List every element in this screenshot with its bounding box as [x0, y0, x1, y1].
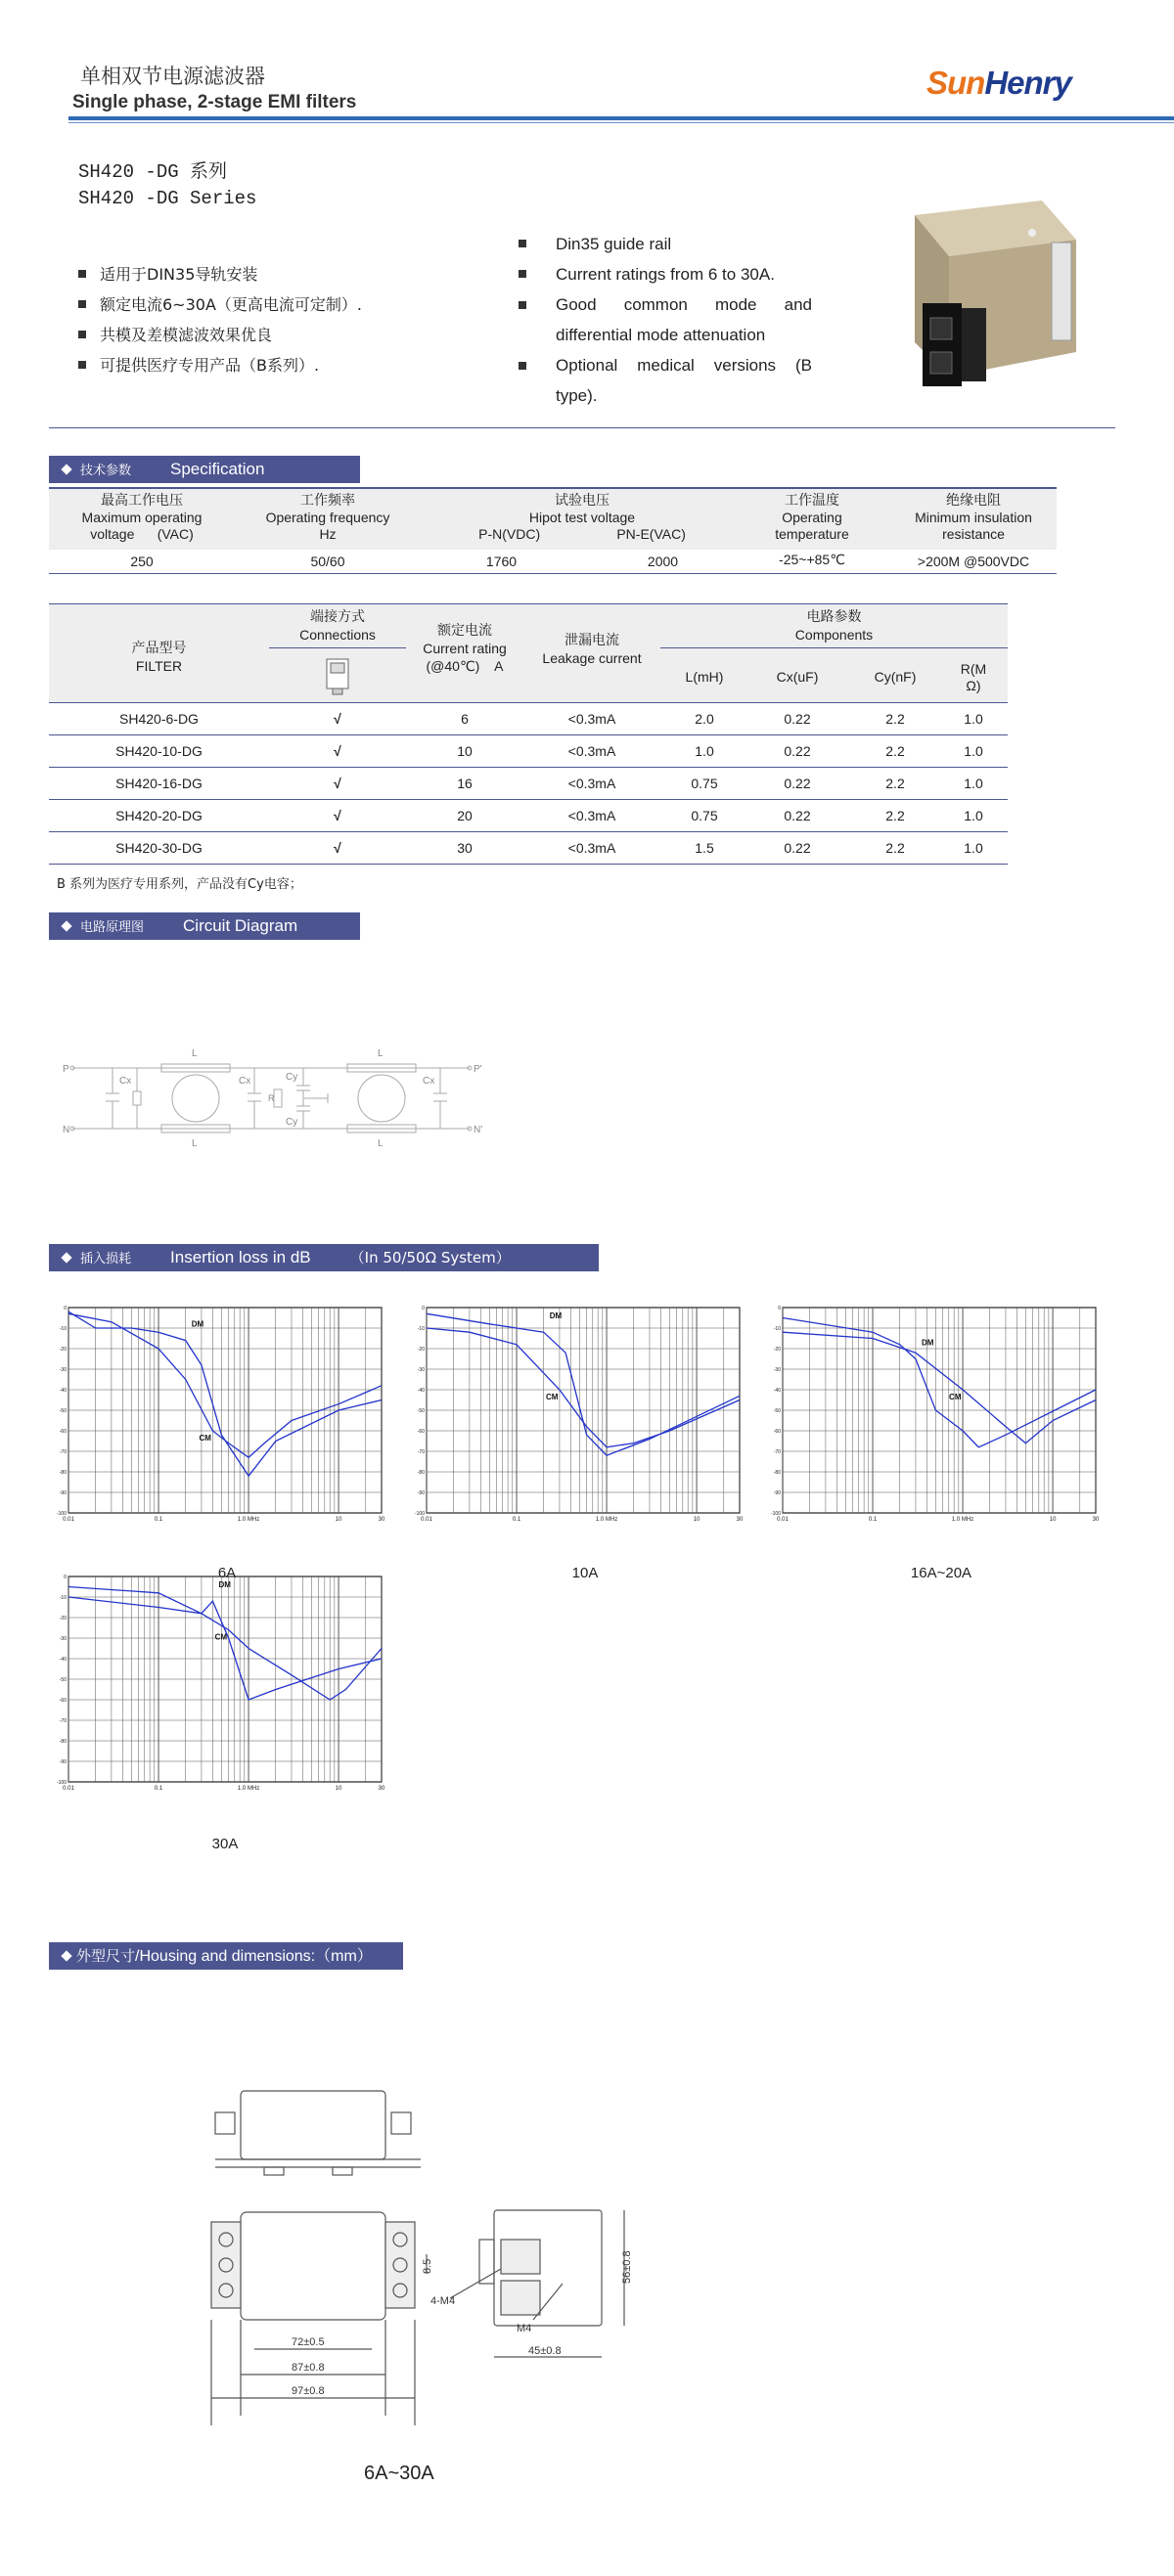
x-tick-label: 10 — [693, 1517, 700, 1523]
table-cell-r: 1.0 — [964, 743, 983, 759]
feature-item: Optional medical versions (B — [519, 350, 812, 380]
y-tick-label: -40 — [773, 1388, 781, 1394]
table-cell-l: 1.5 — [695, 840, 714, 856]
table-cell-cy: 2.2 — [885, 776, 905, 791]
svg-text:97±0.8: 97±0.8 — [292, 2385, 325, 2397]
y-tick-label: -30 — [773, 1367, 781, 1373]
section-insertion-loss: 插入损耗 Insertion loss in dB （In 50/50Ω System） — [49, 1244, 599, 1271]
y-tick-label: -20 — [417, 1347, 425, 1353]
svg-text:87±0.8: 87±0.8 — [292, 2362, 325, 2374]
table-cell-model: SH420-20-DG — [115, 808, 203, 823]
table-row — [49, 768, 1008, 800]
svg-text:56±0.8: 56±0.8 — [621, 2250, 633, 2284]
top-view-body — [241, 2091, 385, 2159]
y-tick-label: -30 — [59, 1367, 67, 1373]
table-cell-r: 1.0 — [964, 711, 983, 727]
header-l: L(mH) — [685, 669, 724, 685]
y-tick-label: -50 — [59, 1677, 67, 1683]
y-tick-label: -80 — [417, 1470, 425, 1476]
product-header-band — [49, 603, 1008, 703]
x-tick-label: 0.1 — [868, 1517, 878, 1523]
label-l: L — [192, 1048, 198, 1059]
y-tick-label: 0 — [64, 1306, 67, 1311]
label-n2: N' — [474, 1125, 483, 1135]
logo-sun: Sun — [926, 65, 985, 101]
y-tick-label: -50 — [417, 1408, 425, 1414]
bullet-icon — [78, 361, 86, 369]
y-tick-label: -20 — [59, 1616, 67, 1621]
x-tick-label: 30 — [378, 1786, 385, 1792]
x-tick-label: 1.0 MHz — [951, 1517, 974, 1523]
y-tick-label: -70 — [773, 1449, 781, 1455]
series-label-cm: CM — [545, 1393, 559, 1401]
divider — [49, 427, 1115, 428]
y-tick-label: -70 — [59, 1449, 67, 1455]
table-cell-leak: <0.3mA — [567, 840, 616, 856]
x-tick-label: 1.0 MHz — [237, 1786, 260, 1792]
y-tick-label: -30 — [59, 1636, 67, 1642]
table-cell-model: SH420-16-DG — [115, 776, 203, 791]
title-en: Single phase, 2-stage EMI filters — [72, 92, 357, 112]
table-cell-cx: 0.22 — [784, 840, 811, 856]
bullet-icon — [78, 270, 86, 278]
table-cell-cy: 2.2 — [885, 711, 905, 727]
table-cell-leak: <0.3mA — [567, 743, 616, 759]
y-tick-label: -10 — [59, 1595, 67, 1601]
table-cell-cy: 2.2 — [885, 743, 905, 759]
diamond-icon — [61, 464, 71, 474]
table-cell-conn: √ — [334, 808, 341, 823]
housing-drawing — [196, 2073, 665, 2445]
y-tick-label: -10 — [417, 1326, 425, 1332]
y-tick-label: -70 — [59, 1718, 67, 1724]
y-tick-label: -80 — [59, 1470, 67, 1476]
header-current: 额定电流 Current rating (@40℃) A — [423, 623, 507, 674]
y-tick-label: -100 — [415, 1511, 425, 1517]
table-cell-r: 1.0 — [964, 776, 983, 791]
bullet-icon — [78, 331, 86, 338]
y-tick-label: -80 — [59, 1739, 67, 1745]
y-tick-label: -20 — [773, 1347, 781, 1353]
feature-list-cn — [78, 259, 362, 380]
section-spec: 技术参数 Specification — [49, 456, 360, 483]
header-leakage: 泄漏电流 Leakage current — [542, 633, 642, 666]
table-cell-cx: 0.22 — [784, 776, 811, 791]
y-tick-label: -90 — [59, 1759, 67, 1765]
svg-text:4-M4: 4-M4 — [430, 2295, 456, 2307]
table-row — [49, 832, 1008, 865]
bullet-icon — [519, 362, 526, 370]
feature-item: 额定电流6~30A（更高电流可定制）. — [78, 289, 362, 320]
feature-item: type). — [556, 386, 598, 405]
table-cell-cur: 10 — [457, 743, 473, 759]
header-components: 电路参数 Components — [794, 609, 874, 643]
series-label-dm: DM — [191, 1319, 204, 1329]
y-tick-label: 0 — [64, 1575, 67, 1580]
table-cell-model: SH420-10-DG — [115, 743, 203, 759]
spec-table — [49, 487, 1057, 574]
svg-text:72±0.5: 72±0.5 — [292, 2336, 325, 2348]
chart-caption-10a: 10A — [571, 1565, 599, 1581]
y-tick-label: -50 — [59, 1408, 67, 1414]
series-label-dm: DM — [921, 1338, 934, 1348]
y-tick-label: -70 — [417, 1449, 425, 1455]
insertion-loss-chart — [771, 1303, 1104, 1537]
x-tick-label: 30 — [378, 1517, 385, 1523]
feature-item: Din35 guide rail — [519, 229, 812, 259]
y-tick-label: -60 — [773, 1429, 781, 1435]
y-tick-label: -100 — [57, 1511, 67, 1517]
table-cell-leak: <0.3mA — [567, 808, 616, 823]
series-label-cm: CM — [199, 1434, 211, 1443]
spec-header-hipot: 试验电压 Hipot test voltage P-N(VDC) PN-E(VAC) — [478, 493, 686, 542]
svg-text:M4: M4 — [517, 2323, 532, 2334]
y-tick-label: -40 — [59, 1657, 67, 1663]
terminal-icon — [325, 657, 350, 696]
circuit-diagram — [59, 1037, 489, 1164]
table-cell-cur: 16 — [457, 776, 473, 791]
y-tick-label: -20 — [59, 1347, 67, 1353]
table-cell-r: 1.0 — [964, 808, 983, 823]
header-rule — [68, 116, 1174, 120]
x-tick-label: 1.0 MHz — [237, 1517, 260, 1523]
x-tick-label: 0.01 — [63, 1517, 74, 1523]
label-p2: P' — [474, 1064, 482, 1075]
table-cell-cx: 0.22 — [784, 711, 811, 727]
series-label-dm: DM — [218, 1580, 231, 1590]
product-photo — [876, 196, 1101, 416]
svg-text:Cy: Cy — [286, 1117, 298, 1128]
insertion-loss-chart — [57, 1572, 389, 1806]
product-title-cn: SH420 -DG 系列 — [78, 161, 228, 183]
table-cell-l: 1.0 — [695, 743, 714, 759]
y-tick-label: 0 — [422, 1306, 425, 1311]
table-cell-cx: 0.22 — [784, 743, 811, 759]
table-row — [49, 800, 1008, 832]
y-tick-label: 0 — [778, 1306, 781, 1311]
y-tick-label: -100 — [771, 1511, 781, 1517]
x-tick-label: 0.1 — [512, 1517, 521, 1523]
chart-caption-6a: 6A — [217, 1565, 237, 1581]
y-tick-label: -100 — [57, 1780, 67, 1786]
product-title-en: SH420 -DG Series — [78, 188, 257, 209]
svg-text:Cx: Cx — [423, 1076, 435, 1087]
feature-item: 适用于DIN35导轨安装 — [78, 259, 362, 289]
table-row — [49, 735, 1008, 768]
brand-logo — [926, 65, 1071, 102]
table-cell-cy: 2.2 — [885, 840, 905, 856]
diamond-icon — [61, 920, 71, 931]
x-tick-label: 0.01 — [63, 1786, 74, 1792]
feature-item: 可提供医疗专用产品（B系列）. — [78, 350, 362, 380]
svg-text:L: L — [378, 1048, 384, 1059]
table-cell-l: 2.0 — [695, 711, 714, 727]
header-cx: Cx(uF) — [776, 669, 819, 685]
y-tick-label: -90 — [773, 1490, 781, 1496]
feature-item: Current ratings from 6 to 30A. — [519, 259, 812, 289]
bullet-icon — [519, 301, 526, 309]
feature-item: Good common mode and — [519, 289, 812, 320]
svg-text:45±0.8: 45±0.8 — [528, 2345, 562, 2357]
chart-caption-30a: 30A — [211, 1836, 239, 1852]
y-tick-label: -30 — [417, 1367, 425, 1373]
x-tick-label: 30 — [736, 1517, 744, 1523]
x-tick-label: 0.1 — [154, 1786, 163, 1792]
title-cn: 单相双节电源滤波器 — [80, 65, 265, 88]
y-tick-label: -60 — [59, 1429, 67, 1435]
bullet-icon — [519, 240, 526, 247]
product-rows — [49, 703, 1008, 865]
table-cell-cur: 20 — [457, 808, 473, 823]
table-cell-cx: 0.22 — [784, 808, 811, 823]
table-cell-cur: 30 — [457, 840, 473, 856]
label-cy: Cy — [286, 1072, 298, 1083]
table-cell-r: 1.0 — [964, 840, 983, 856]
series-label-dm: DM — [549, 1311, 563, 1321]
x-tick-label: 1.0 MHz — [595, 1517, 618, 1523]
table-cell-l: 0.75 — [691, 808, 718, 823]
y-tick-label: -80 — [773, 1470, 781, 1476]
y-tick-label: -50 — [773, 1408, 781, 1414]
x-tick-label: 0.1 — [154, 1517, 163, 1523]
spec-values-row: 250 50/60 1760 2000 -25~+85℃ >200M @500VDC — [49, 550, 1057, 574]
section-housing: 外型尺寸/Housing and dimensions:（mm） — [49, 1942, 403, 1970]
table-cell-model: SH420-30-DG — [115, 840, 203, 856]
label-r: R — [268, 1093, 275, 1103]
table-cell-conn: √ — [334, 776, 341, 791]
table-note: B 系列为医疗专用系列，产品没有Cy电容； — [57, 877, 302, 892]
spec-header-insulation: 绝缘电阻 Minimum insulation resistance — [915, 493, 1032, 542]
x-tick-label: 30 — [1092, 1517, 1100, 1523]
table-cell-conn: √ — [334, 840, 341, 856]
x-tick-label: 10 — [1049, 1517, 1057, 1523]
svg-text:Cx: Cx — [239, 1076, 251, 1087]
y-tick-label: -10 — [773, 1326, 781, 1332]
bullet-icon — [519, 270, 526, 278]
chart-caption-16a-20a: 16A~20A — [910, 1565, 972, 1581]
table-cell-leak: <0.3mA — [567, 711, 616, 727]
series-label-cm: CM — [214, 1632, 228, 1642]
dims-caption: 6A~30A — [364, 2463, 434, 2484]
y-tick-label: -40 — [417, 1388, 425, 1394]
label-p: P — [63, 1064, 69, 1075]
spec-header-band — [49, 487, 1057, 550]
svg-text:8.5: 8.5 — [422, 2258, 433, 2274]
header-model: 产品型号 FILTER — [131, 641, 187, 674]
table-row — [49, 703, 1008, 735]
front-view-body — [241, 2212, 385, 2320]
y-tick-label: -60 — [417, 1429, 425, 1435]
spec-header-frequency: 工作频率 Operating frequency Hz — [265, 493, 390, 542]
logo-henry: Henry — [984, 65, 1071, 101]
diamond-icon — [61, 1950, 71, 1961]
svg-text:L: L — [378, 1138, 384, 1149]
table-cell-conn: √ — [334, 711, 341, 727]
x-tick-label: 10 — [335, 1517, 342, 1523]
header-r: R(M Ω) — [960, 661, 987, 693]
diamond-icon — [61, 1252, 71, 1263]
insertion-loss-chart — [57, 1303, 389, 1537]
y-tick-label: -40 — [59, 1388, 67, 1394]
x-tick-label: 10 — [335, 1786, 342, 1792]
spec-header-temp: 工作温度 Operating temperature — [775, 493, 849, 542]
insertion-loss-chart — [415, 1303, 747, 1537]
feature-item: differential mode attenuation — [556, 326, 766, 344]
feature-item: 共模及差模滤波效果优良 — [78, 320, 362, 350]
table-cell-cur: 6 — [461, 711, 469, 727]
label-cx: Cx — [119, 1076, 132, 1087]
table-cell-leak: <0.3mA — [567, 776, 616, 791]
x-tick-label: 0.01 — [777, 1517, 789, 1523]
y-tick-label: -60 — [59, 1698, 67, 1704]
feature-list-en — [519, 229, 812, 411]
x-tick-label: 0.01 — [421, 1517, 432, 1523]
label-n: N — [63, 1125, 70, 1135]
section-circuit: 电路原理图 Circuit Diagram — [49, 912, 360, 940]
table-cell-l: 0.75 — [691, 776, 718, 791]
y-tick-label: -90 — [59, 1490, 67, 1496]
table-cell-model: SH420-6-DG — [119, 711, 199, 727]
table-cell-conn: √ — [334, 743, 341, 759]
y-tick-label: -10 — [59, 1326, 67, 1332]
spec-header-voltage: 最高工作电压 Maximum operating voltage (VAC) — [81, 493, 203, 542]
header-connections: 端接方式 Connections — [299, 609, 376, 643]
bullet-icon — [78, 300, 86, 308]
table-cell-cy: 2.2 — [885, 808, 905, 823]
y-tick-label: -90 — [417, 1490, 425, 1496]
series-label-cm: CM — [949, 1393, 962, 1401]
svg-text:L: L — [192, 1138, 198, 1149]
header-cy: Cy(nF) — [874, 669, 917, 685]
product-table — [49, 603, 1008, 865]
header-rule-thin — [68, 122, 1174, 123]
